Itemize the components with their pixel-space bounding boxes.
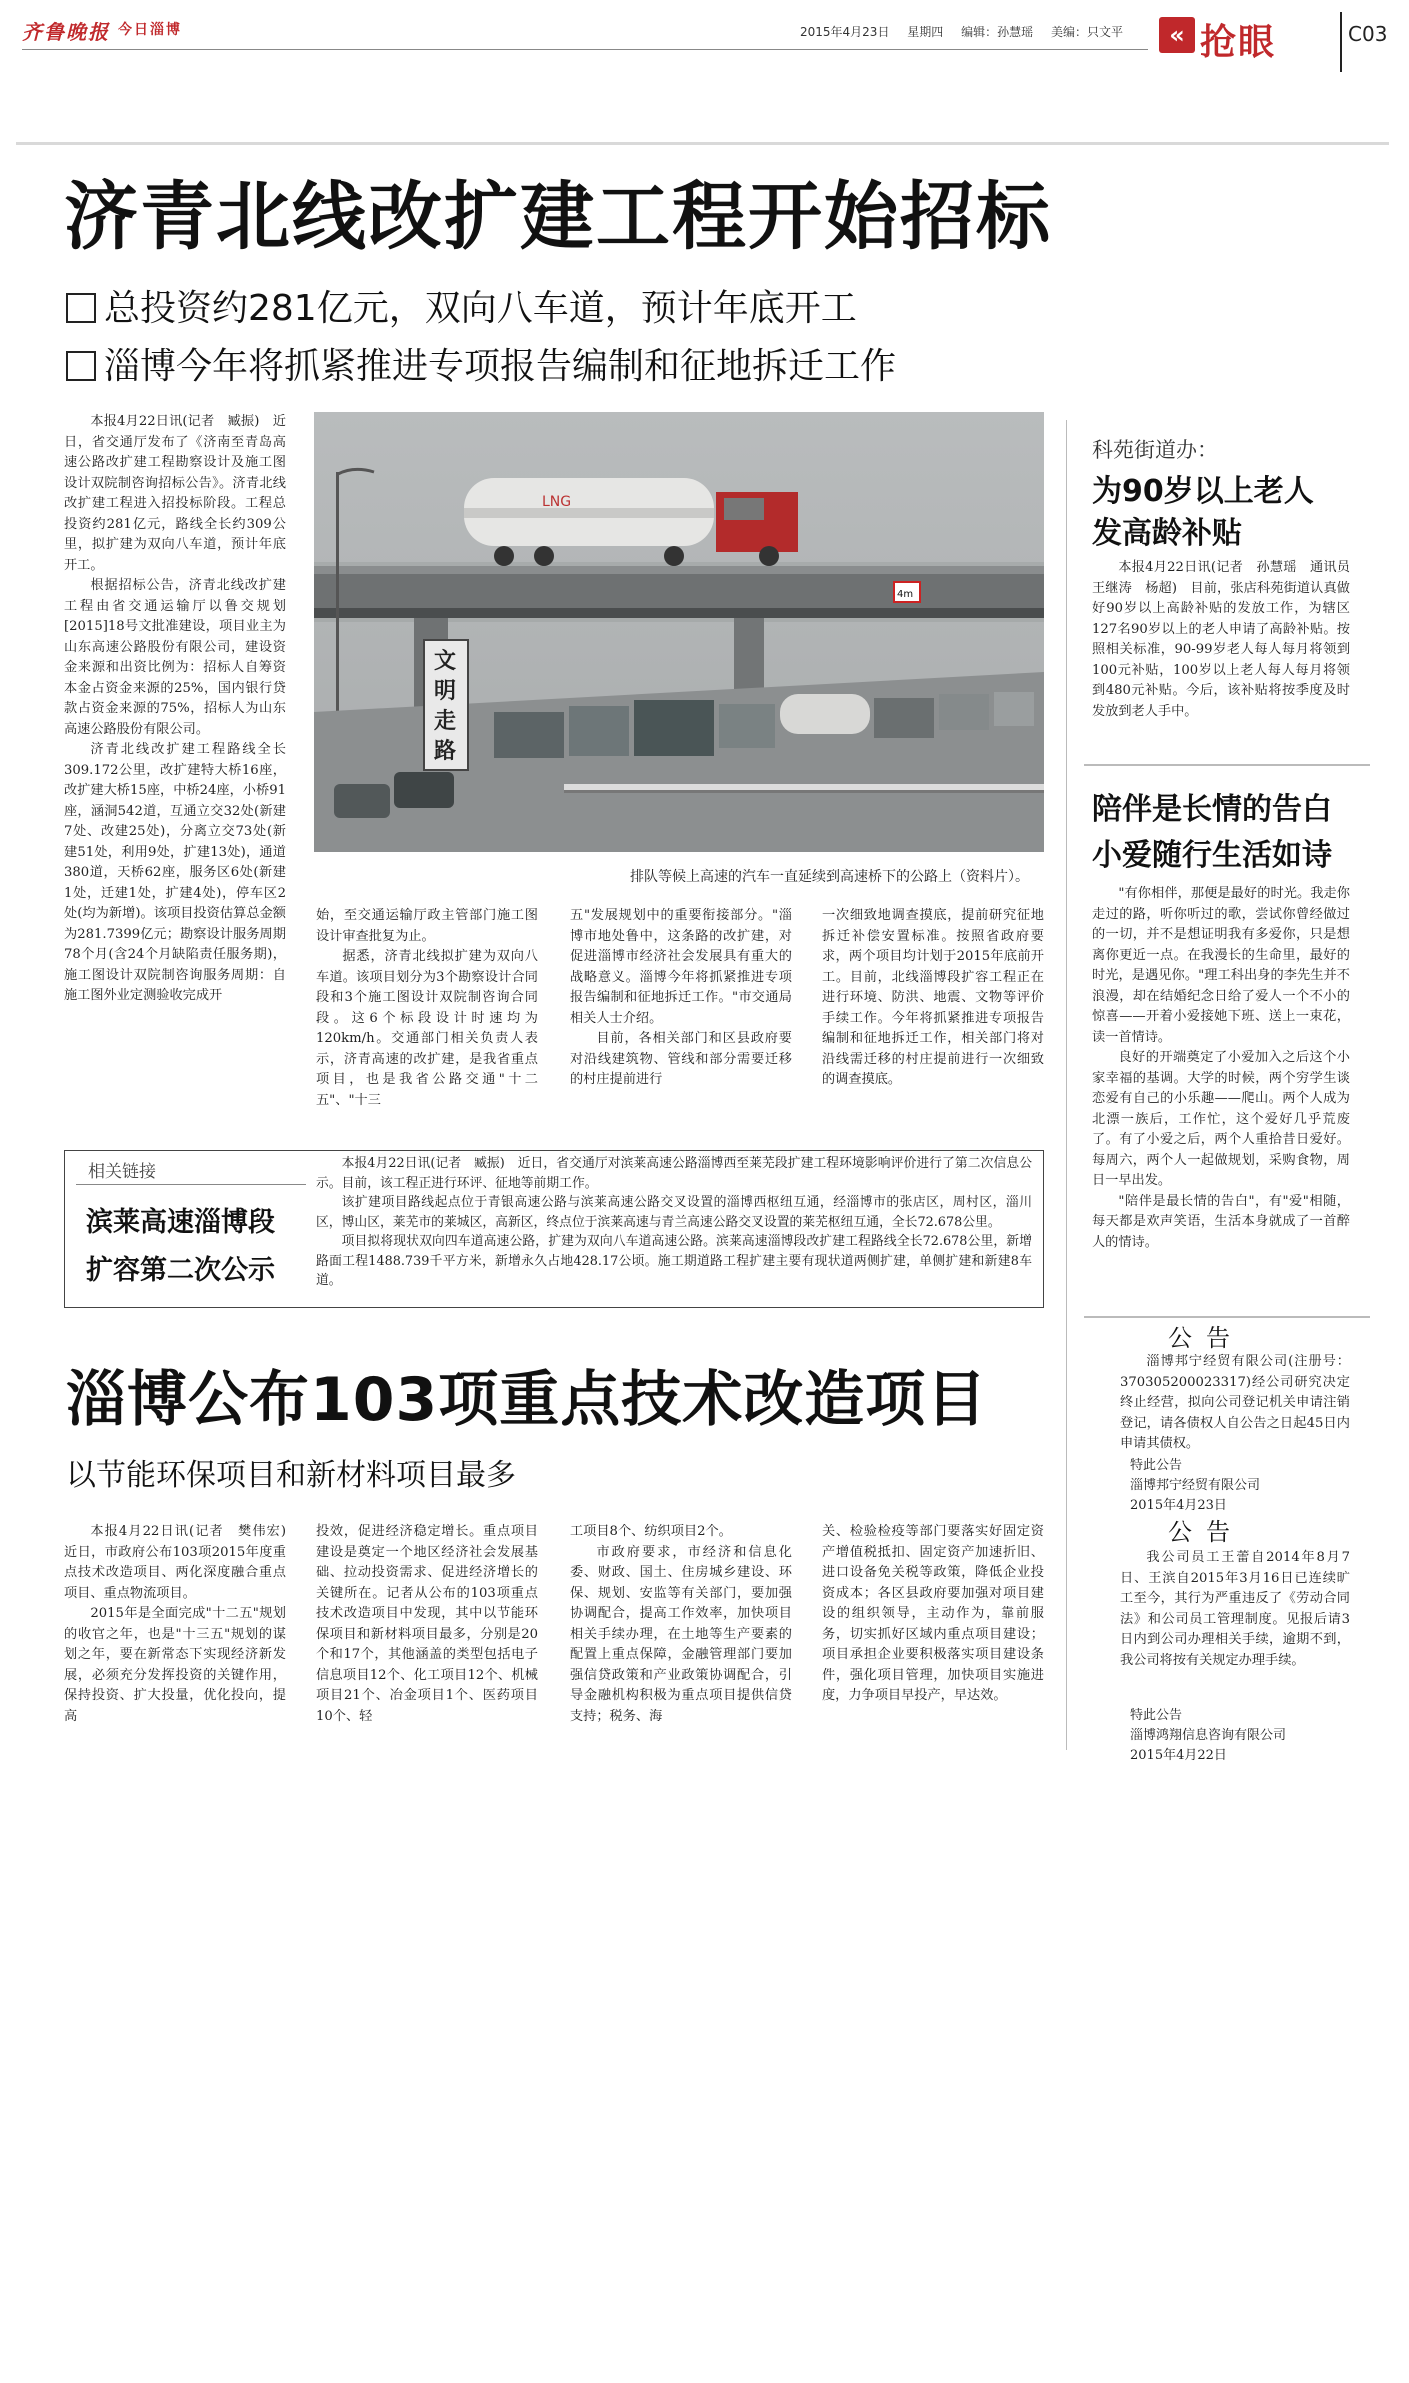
- notice-2-body: [1120, 1548, 1350, 1671]
- paragraph: 良好的开端奠定了小爱加入之后这个小家幸福的基调。大学的时候，两个穷学生谈恋爱有自己的小乐趣——爬山。两个人成为北漂一族后，工作忙，这个爱好几乎荒废了。有了小爱之后，两个人重拾昔日爱好。每周六，两个人一起做规划，采购食物，周日一早出发。: [1092, 1050, 1350, 1188]
- related-title-line-1: 滨莱高速淄博段: [86, 1207, 275, 1238]
- main-headline: 济青北线改扩建工程开始招标: [64, 174, 1052, 260]
- main-deck-1: [66, 286, 857, 332]
- issue-date: 2015年4月23日: [800, 25, 890, 39]
- main-deck-2: [66, 344, 896, 390]
- paragraph: 本报4月22日讯(记者 孙慧瑶 通讯员 王继涛 杨超) 目前，张店科苑街道认真做好90岁以上高龄补贴的发放工作，为辖区127名90岁以上的老人申请了高龄补贴。按照相关标准，90-99岁老人每人每月将领到100元补贴，100岁以上老人每人每月将领到480元补贴。今后，该补贴将按季度及时发放到老人手中。: [1092, 560, 1364, 719]
- second-article-col-1: [64, 1522, 300, 1727]
- paragraph: 根据招标公告，济青北线改扩建工程由省交通运输厅以鲁交规划[2015]18号文批准建设，项目业主为山东高速公路股份有限公司，建设资金来源和出资比例为：招标人自筹资本金占资金来源的25%，国内银行贷款占资金来源的75%，招标人为山东高速公路股份有限公司。: [64, 578, 286, 737]
- section-name: 今日淄博: [118, 22, 182, 38]
- paragraph: 项目拟将现状双向四车道高速公路，扩建为双向八车道高速公路。滨莱高速淄博段改扩建工程路线全长72.678公里，新增路面工程1488.739千平方米，新增永久占地428.17公顷。施工期道路工程扩建主要有现状道两侧扩建，单侧扩建和新建8车道。: [316, 1234, 1032, 1288]
- main-deck-1-text: 总投资约281亿元，双向八车道，预计年底开工: [104, 288, 857, 329]
- header-rule: [22, 49, 1148, 50]
- related-title-line-2: 扩容第二次公示: [86, 1255, 275, 1286]
- notice-1-sign: 特此公告: [1130, 1458, 1183, 1473]
- notice-1-body: [1120, 1352, 1350, 1455]
- sidebar-story-1-kicker: 科苑街道办：: [1092, 438, 1218, 462]
- paragraph: "陪伴是最长情的告白"，有"爱"相随，每天都是欢声笑语，生活本身就成了一首醉人的情诗。: [1092, 1193, 1350, 1250]
- second-article-col-3: [570, 1522, 792, 1727]
- paragraph: 据悉，济青北线拟扩建为双向八车道。该项目划分为3个勘察设计合同段和3个施工图设计双院制咨询合同段。这6个标段设计时速均为120km/h。交通部门相关负责人表示，济青高速的改扩建，是我省重点项目，也是我省公路交通"十二五"、"十三: [316, 949, 538, 1108]
- paragraph: 工项目8个、纺织项目2个。: [570, 1524, 732, 1539]
- road-sign-char-1: 文: [434, 649, 457, 674]
- paragraph: 本报4月22日讯(记者 臧振) 近日，省交通厅发布了《济南至青岛高速公路改扩建工程勘察设计及施工图设计双院制咨询招标公告》。济青北线改扩建工程进入招投标阶段。工程总投资约281亿元，路线全长约309公里，拟扩建为双向八车道，预计年底开工。: [64, 414, 286, 573]
- road-sign-char-2: 明: [434, 679, 457, 704]
- paragraph: 淄博邦宁经贸有限公司(注册号：370305200023317)经公司研究决定终止经营，拟向公司登记机关申请注销登记，请各债权人自公告之日起45日内申请其债权。: [1120, 1354, 1350, 1451]
- paragraph: 本报4月22日讯(记者 臧振) 近日，省交通厅对滨莱高速公路淄博西至莱芜段扩建工程环境影响评价进行了第二次信息公示。目前，该工程正进行环评、征地等前期工作。: [316, 1156, 1032, 1191]
- sidebar-story-1-title-line-1: 为90岁以上老人: [1092, 474, 1314, 509]
- second-article-col-4: [822, 1522, 1044, 1707]
- paragraph: 关、检验检疫等部门要落实好固定资产增值税抵扣、固定资产加速折旧、进口设备免关税等政策，降低企业投资成本；各区县政府要加强对项目建设的组织领导，主动作为，靠前服务，切实抓好区域内重点项目建设；项目承担企业要积极落实项目建设条件，强化项目管理，加快项目实施进度，力争项目早投产，早达效。: [822, 1524, 1044, 1703]
- paragraph: 该扩建项目路线起点位于青银高速公路与滨莱高速公路交叉设置的淄博西枢纽互通，经淄博市的张店区，周村区，淄川区，博山区，莱芜市的莱城区，高新区，终点位于滨莱高速与青兰高速公路交叉设置的莱芜枢纽互通，全长72.678公里。: [316, 1195, 1032, 1230]
- paragraph: 始，至交通运输厅政主管部门施工图设计审查批复为止。: [316, 908, 538, 944]
- photo-caption: 排队等候上高速的汽车一直延续到高速桥下的公路上（资料片）。: [630, 869, 1029, 885]
- main-article-col-3: [570, 906, 792, 1091]
- sidebar-rule: [1084, 764, 1370, 766]
- paragraph: 2015年是全面完成"十二五"规划的收官之年，也是"十三五"规划的谋划之年，要在新常态下实现经济新发展，必须充分发挥投资的关键作用，保持投资、扩大投量，优化投向，提高: [64, 1606, 286, 1724]
- second-subheadline: 以节能环保项目和新材料项目最多: [66, 1458, 516, 1493]
- related-tag-rule: [76, 1184, 306, 1185]
- double-chevron-left-icon: «: [1159, 17, 1195, 53]
- road-sign-char-4: 路: [434, 739, 457, 764]
- issue-meta: [800, 23, 1137, 40]
- sidebar-story-2-title-line-1: 陪伴是长情的告白: [1092, 792, 1332, 827]
- square-bullet-icon: [66, 293, 96, 323]
- paragraph: 济青北线改扩建工程路线全长309.172公里，改扩建特大桥16座，改扩建大桥15座，中桥24座，小桥91座，涵洞542道，互通立交32处(新建7处、改建25处)，分离立交73处(新建51处，利用9处，扩建13处)，通道380道，天桥62座，服务区6处(新建1处，迁建1处，扩建4处)，停车区2处(均为新增)。该项目投资估算总金额为281.7399亿元；勘察设计服务周期78个月(含24个月缺陷责任服务期)，施工图设计双院制咨询服务周期：自施工图外业定测验收完成开: [64, 742, 286, 1003]
- main-deck-2-text: 淄博今年将抓紧推进专项报告编制和征地拆迁工作: [104, 346, 897, 387]
- paragraph: 目前，各相关部门和区县政府要对沿线建筑物、管线和部分需要迁移的村庄提前进行: [570, 1031, 792, 1087]
- related-body: [316, 1154, 1032, 1291]
- editor-credit: 编辑：孙慧瑶: [961, 25, 1034, 39]
- sidebar-story-1-body: [1092, 558, 1364, 722]
- sidebar-story-2-body: [1092, 884, 1350, 1253]
- notice-2-company: 淄博鸿翔信息咨询有限公司: [1130, 1728, 1287, 1743]
- traffic-photo: [314, 412, 1044, 852]
- paragraph: 本报4月22日讯(记者 樊伟宏) 近日，市政府公布103项2015年度重点技术改造项目、两化深度融合重点项目、重点物流项目。: [64, 1524, 300, 1601]
- paragraph: 五"发展规划中的重要衔接部分。"淄博市地处鲁中，这条路的改扩建，对促进淄博市经济社会发展具有重大的战略意义。淄博今年将抓紧推进专项报告编制和征地拆迁工作。"市交通局相关人士介绍。: [570, 908, 792, 1026]
- paragraph: 一次细致地调查摸底，提前研究征地拆迁补偿安置标准。按照省政府要求，两个项目均计划于2015年底前开工。目前，北线淄博段扩容工程正在进行环境、防洪、地震、文物等评价手续工作。今年将抓紧推进专项报告编制和征地拆迁工作，相关部门将对沿线需迁移的村庄提前进行一次细致的调查摸底。: [822, 908, 1044, 1087]
- notice-2-date: 2015年4月22日: [1130, 1748, 1227, 1763]
- header-divider: [1340, 12, 1342, 72]
- square-bullet-icon: [66, 351, 96, 381]
- truck-label: LNG: [542, 494, 572, 510]
- top-rule: [16, 142, 1389, 145]
- second-article-col-2: [316, 1522, 538, 1727]
- sidebar-divider: [1066, 420, 1067, 1750]
- road-sign-char-3: 走: [434, 709, 457, 734]
- main-article-col-1: [64, 412, 286, 1007]
- main-article-col-4: [822, 906, 1044, 1091]
- designer-credit: 美编：只文平: [1050, 25, 1123, 39]
- notice-2-title: 公告: [1168, 1518, 1244, 1546]
- page-number: C03: [1348, 22, 1388, 46]
- sidebar-story-2-title-line-2: 小爱随行生活如诗: [1092, 838, 1332, 873]
- sidebar-story-1-title-line-2: 发高龄补贴: [1092, 516, 1242, 551]
- paragraph: 市政府要求，市经济和信息化委、财政、国土、住房城乡建设、环保、规划、安监等有关部门，要加强协调配合，提高工作效率，加快项目相关手续办理，在土地等生产要素的配置上重点保障，金融管理部门要加强信贷政策和产业政策协调配合，引导金融机构积极为重点项目提供信贷支持；税务、海: [570, 1544, 792, 1724]
- second-headline: 淄博公布103项重点技术改造项目: [66, 1365, 988, 1435]
- notice-1-title: 公告: [1168, 1324, 1244, 1352]
- notice-1-company: 淄博邦宁经贸有限公司: [1130, 1478, 1261, 1493]
- paragraph: "有你相伴，那便是最好的时光。我走你走过的路，听你听过的歌，尝试你曾经做过的一切，并不是想证明我有多爱你，只是想离你更近一点。在我漫长的生命里，最好的时光，是遇见你。"理工科出身的李先生并不浪漫，却在结婚纪念日给了爱人一个不小的惊喜——开着小爱接她下班、送上一束花，读一首情诗。: [1092, 886, 1350, 1045]
- notice-1-date: 2015年4月23日: [1130, 1498, 1227, 1513]
- related-tag: 相关链接: [88, 1162, 156, 1182]
- notice-2-sign: 特此公告: [1130, 1708, 1183, 1723]
- column-name: 抢眼: [1200, 22, 1277, 63]
- bridge-height-label: 4m: [897, 589, 914, 600]
- main-article-col-2: [316, 906, 538, 1111]
- issue-weekday: 星期四: [907, 25, 944, 39]
- newspaper-name: 齐鲁晚报: [22, 20, 110, 44]
- paragraph: 我公司员工王蕾自2014年8月7日、王滨自2015年3月16日已连续旷工至今，其行为严重违反了《劳动合同法》和公司员工管理制度。见报后请3日内到公司办理相关手续，逾期不到，我公司将按有关规定办理手续。: [1120, 1550, 1350, 1668]
- paragraph: 投效，促进经济稳定增长。重点项目建设是奠定一个地区经济社会发展基础、拉动投资需求、促进经济增长的关键所在。记者从公布的103项重点技术改造项目中发现，其中以节能环保项目和新材料项目最多，分别是20个和17个，其他涵盖的类型包括电子信息项目12个、化工项目12个、机械项目21个、冶金项目1个、医药项目10个、轻: [316, 1524, 538, 1724]
